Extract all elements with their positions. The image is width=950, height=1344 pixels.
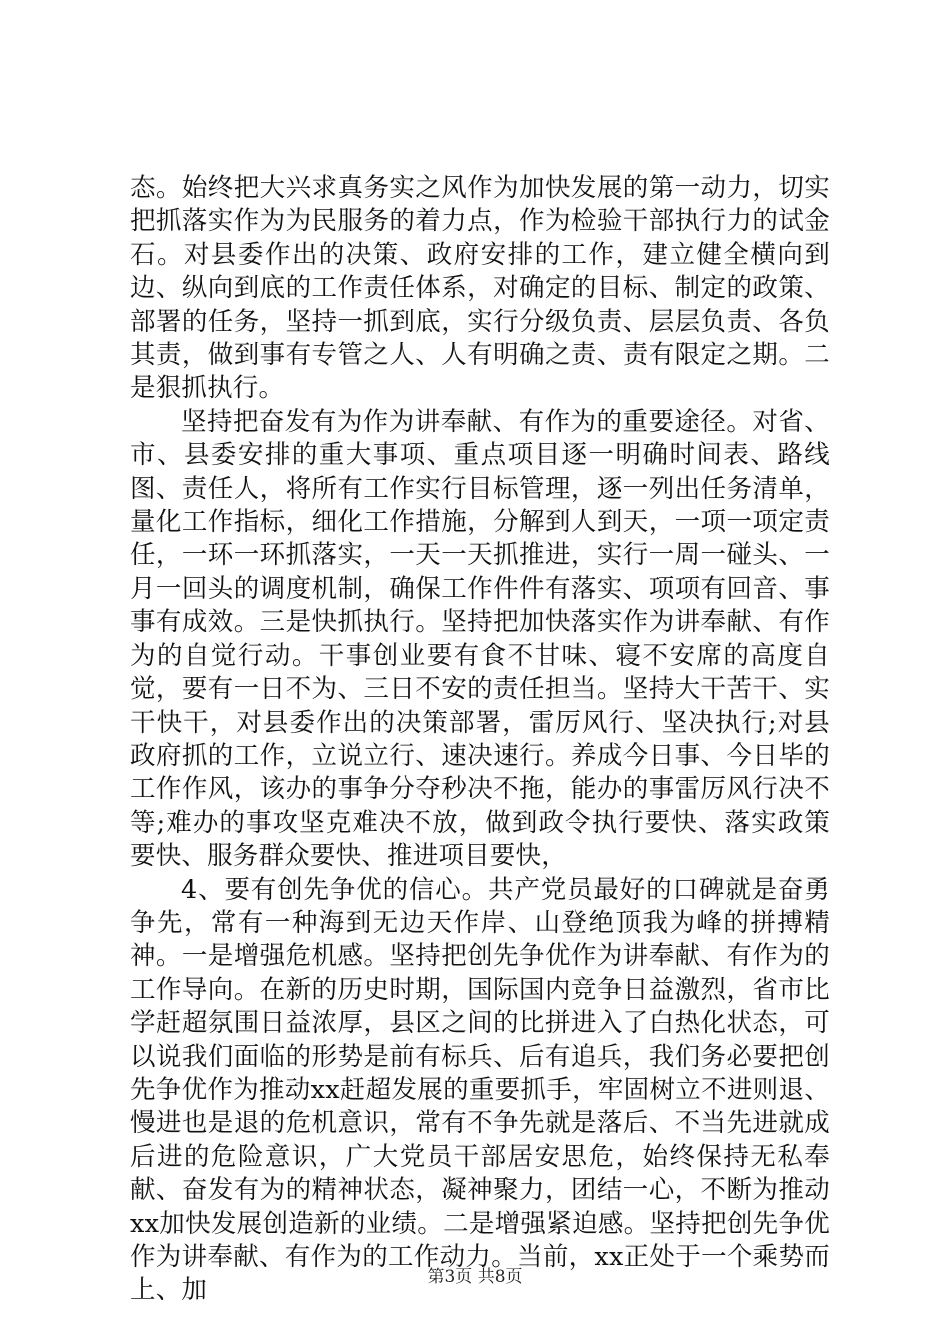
paragraph-continued: 态。始终把大兴求真务实之风作为加快发展的第一动力，切实把抓落实作为为民服务的着力点，作为检验干部执行力的试金石。对县委作出的决策、政府安排的工作，建立健全横向到边、纵向到底的工作责任体系，对确定的目标、制定的政策、部署的任务，坚持一抓到底，实行分级负责、层层负责、各负其责，做到事有专管之人、人有明确之责、责有限定之期。二是狠抓执行。 <box>130 173 830 404</box>
paragraph-execution: 坚持把奋发有为作为讲奉献、有作为的重要途径。对省、市、县委安排的重大事项、重点项目逐一明确时间表、路线图、责任人，将所有工作实行目标管理，逐一列出任务清单，量化工作指标，细化工作措施，分解到人到天，一项一项定责任，一环一环抓落实，一天一天抓推进，实行一周一碰头、一月一回头的调度机制，确保工作件件有落实、项项有回音、事事有成效。三是快抓执行。坚持把加快落实作为讲奉献、有作为的自觉行动。干事创业要有食不甘味、寝不安席的高度自觉，要有一日不为、三日不安的责任担当。坚持大干苦干、实干快干，对县委作出的决策部署，雷厉风行、坚决执行;对县政府抓的工作，立说立行、速决速行。养成今日事、今日毕的工作作风，该办的事争分夺秒决不拖，能办的事雷厉风行决不等;难办的事攻坚克难决不放，做到政令执行要快、落实政策要快、服务群众要快、推进项目要快， <box>130 406 830 872</box>
page-number-footer: 第3页 共8页 <box>427 1267 523 1287</box>
paragraph-section-4: 4、要有创先争优的信心。共产党员最好的口碑就是奋勇争先，常有一种海到无边天作岸、山登绝顶我为峰的拼搏精神。一是增强危机感。坚持把创先争优作为讲奉献、有作为的工作导向。在新的历史时期，国际国内竞争日益激烈，省市比学赶超氛围日益浓厚，县区之间的比拼进入了白热化状态，可以说我们面临的形势是前有标兵、后有追兵，我们务必要把创先争优作为推动xx赶超发展的重要抓手，牢固树立不进则退、慢进也是退的危机意识，常有不争先就是落后、不当先进就成后进的危险意识，广大党员干部居安思危，始终保持无私奉献、奋发有为的精神状态，凝神聚力，团结一心，不断为推动xx加快发展创造新的业绩。二是增强紧迫感。坚持把创先争优作为讲奉献、有作为的工作动力。当前，xx正处于一个乘势而上、加 <box>130 874 830 1306</box>
document-body <box>130 172 830 1308</box>
